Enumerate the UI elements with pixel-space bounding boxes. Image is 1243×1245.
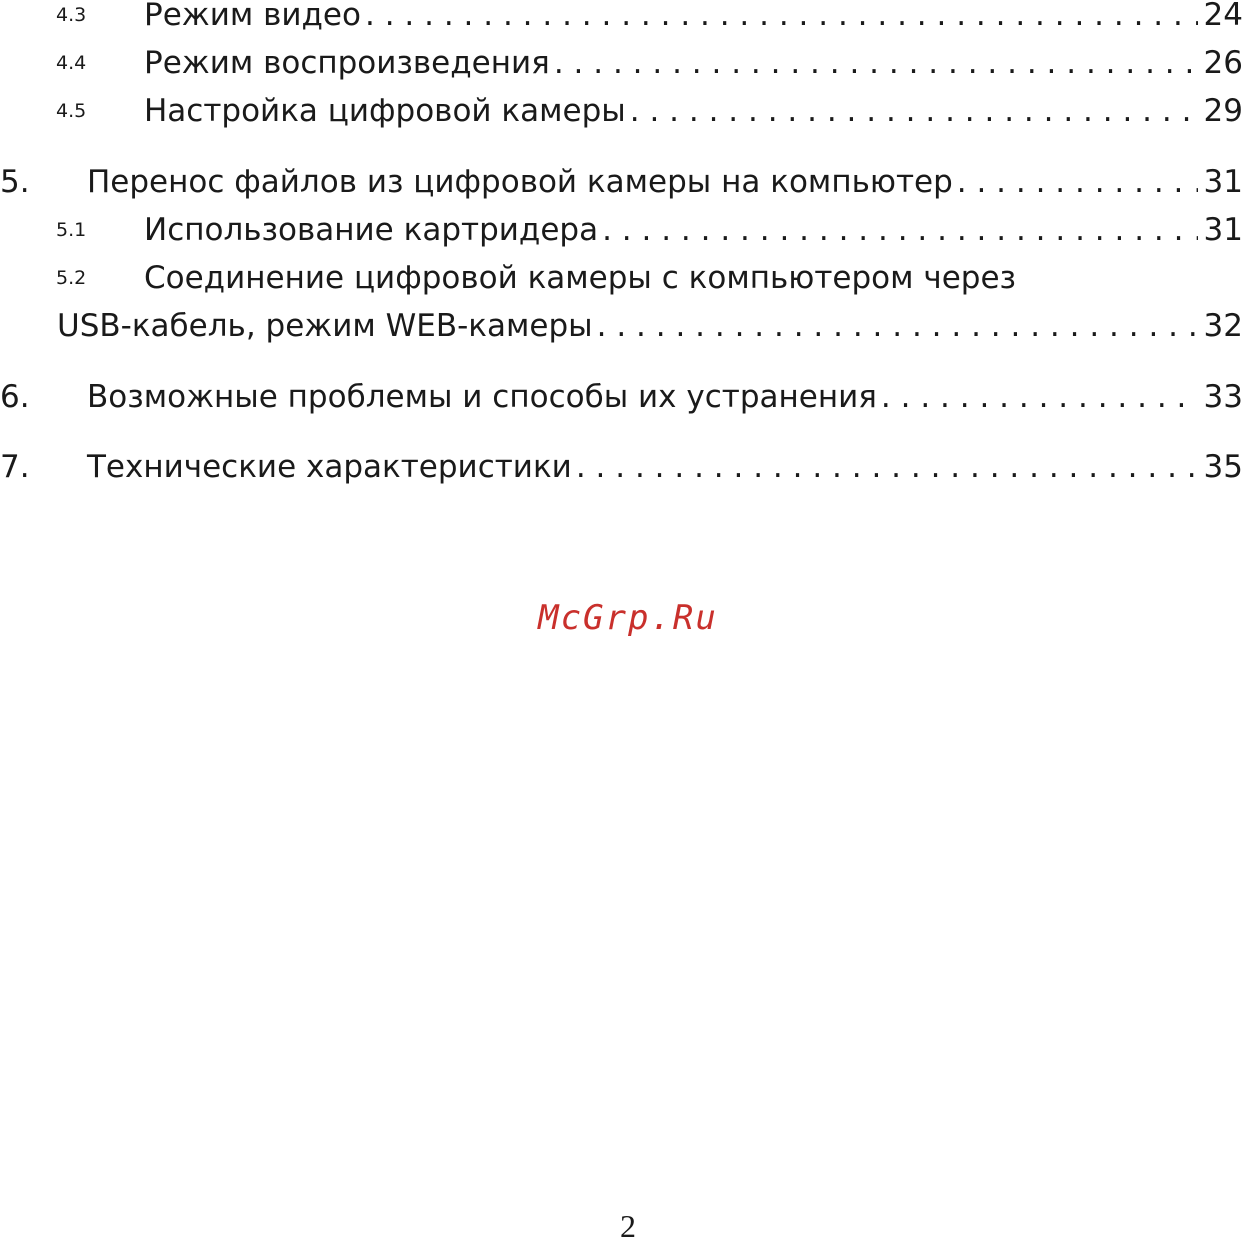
toc-entry-page: 26 xyxy=(1203,45,1243,81)
toc-entry-number: 5. xyxy=(0,164,30,200)
toc-dot-leader xyxy=(626,91,1198,131)
toc-entry-number: 7. xyxy=(0,449,30,485)
toc-entry-title: Возможные проблемы и способы их устранения xyxy=(87,379,877,415)
toc-entry-number: 6. xyxy=(0,379,30,415)
toc-dot-leader xyxy=(550,43,1198,83)
toc-entry-page: 31 xyxy=(1203,212,1243,248)
toc-entry-title-continuation: USB-кабель, режим WEB-камеры xyxy=(57,308,593,344)
toc-entry-title: Режим видео xyxy=(144,0,361,33)
watermark: McGrp.Ru xyxy=(538,598,718,638)
toc-entry-page: 24 xyxy=(1203,0,1243,33)
toc-entry-title: Перенос файлов из цифровой камеры на компьютер xyxy=(87,164,953,200)
toc-entry-title: Использование картридера xyxy=(144,212,599,248)
toc-entry-number: 4.3 xyxy=(56,4,87,26)
toc-entry-7[interactable] xyxy=(0,447,1243,487)
toc-entry-5[interactable] xyxy=(0,162,1243,202)
toc-entry-4-5[interactable] xyxy=(0,91,1243,131)
toc-entry-number: 4.5 xyxy=(56,100,87,122)
toc-dot-leader xyxy=(598,210,1197,250)
toc-dot-leader xyxy=(572,447,1198,487)
toc-entry-5-2-continuation[interactable] xyxy=(0,306,1243,346)
toc-entry-number: 5.2 xyxy=(56,267,87,289)
toc-entry-title: Технические характеристики xyxy=(87,449,572,485)
toc-entry-title: Режим воспроизведения xyxy=(144,45,550,81)
toc-entry-number: 5.1 xyxy=(56,219,87,241)
toc-dot-leader xyxy=(877,377,1198,417)
toc-entry-page: 33 xyxy=(1203,379,1243,415)
toc-entry-number: 4.4 xyxy=(56,52,87,74)
toc-entry-4-3[interactable] xyxy=(0,0,1243,35)
toc-entry-page: 29 xyxy=(1203,93,1243,129)
toc-dot-leader xyxy=(953,162,1198,202)
toc-entry-5-1[interactable] xyxy=(0,210,1243,250)
toc-entry-page: 32 xyxy=(1203,308,1243,344)
toc-entry-page: 31 xyxy=(1203,164,1243,200)
toc-entry-title: Соединение цифровой камеры с компьютером через xyxy=(144,260,1017,296)
toc-entry-5-2[interactable] xyxy=(0,258,1243,298)
toc-entry-4-4[interactable] xyxy=(0,43,1243,83)
toc-entry-page: 35 xyxy=(1203,449,1243,485)
toc-entry-6[interactable] xyxy=(0,377,1243,417)
toc-entry-title: Настройка цифровой камеры xyxy=(144,93,626,129)
toc-dot-leader xyxy=(361,0,1198,35)
toc-dot-leader xyxy=(593,306,1198,346)
page-number: 2 xyxy=(620,1208,636,1244)
